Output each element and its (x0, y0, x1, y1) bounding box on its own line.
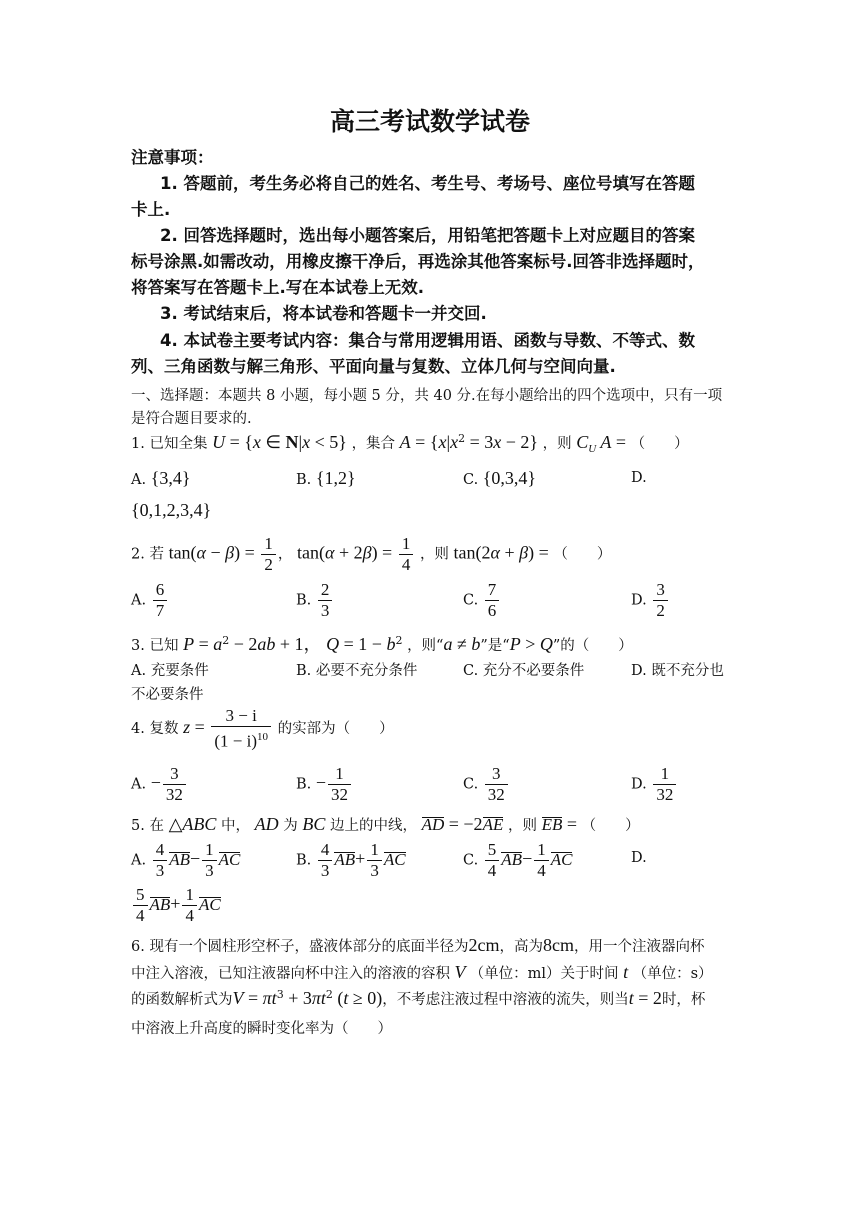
notice-item-4: 4. 本试卷主要考试内容：集合与常用逻辑用语、函数与导数、不等式、数 (160, 331, 695, 350)
q3-then: ，则“ (407, 638, 444, 654)
q5-option-b: B. $\frac{4}{3}$ AB+ $\frac{1}{3}$ AC (296, 840, 406, 880)
q5-prefix: 5. 在 (131, 818, 164, 834)
q5-option-c: C. $\frac{5}{4}$ AB− $\frac{1}{4}$ AC (463, 840, 573, 880)
q6-text-3c: 时，杯 (661, 992, 706, 1008)
q2-paren: （ ） (553, 546, 612, 563)
notice-item-2-cont2: 将答案写在答题卡上.写在本试卷上无效. (131, 278, 425, 297)
q5-option-d-value: $\frac{5}{4}$ AB+ $\frac{1}{4}$ AC (131, 885, 221, 926)
q4-option-a: A. − $\frac{3}{32}$ (131, 764, 188, 805)
q5-mid4: ，则 (507, 818, 537, 834)
q3-is: ”是“ (480, 638, 510, 654)
q1-option-b: B. {1,2} (296, 468, 356, 488)
q1-complement: C (576, 432, 589, 452)
q3-option-a: A. 充要条件 (131, 663, 209, 679)
q1-mid: ，集合 (351, 436, 396, 452)
q6-text-3b: ，不考虑注液过程中溶液的流失，则当 (382, 992, 629, 1008)
q2-prefix: 2. 若 (131, 546, 164, 563)
q2-sep: ， (277, 546, 293, 563)
q3-prefix: 3. 已知 (131, 638, 179, 654)
q1-paren: （ ） (630, 436, 689, 452)
q5-option-a: A. $\frac{4}{3}$ AB− $\frac{1}{3}$ AC (131, 840, 241, 880)
q1-option-c: C. {0,3,4} (463, 468, 537, 488)
notice-item-3: 3. 考试结束后，将本试卷和答题卡一并交回. (160, 304, 487, 323)
q4-option-b: B. − $\frac{1}{32}$ (296, 764, 353, 805)
q6-text-3: 的函数解析式为 (131, 992, 233, 1008)
q4-option-d: D. $\frac{1}{32}$ (631, 764, 678, 805)
question-6-line4: 中溶液上升高度的瞬时变化率为（ ） (131, 1021, 392, 1037)
q5-mid3: 边上的中线， (329, 818, 417, 834)
section-header-cont: 是符合题目要求的. (131, 411, 252, 427)
q6-text-2b: （单位：ml）关于时间 (469, 966, 619, 982)
q6-text-2c: （单位：s） (632, 966, 713, 982)
q4-suffix: 的实部为（ ） (277, 720, 394, 737)
q6-radius: 2cm (468, 935, 500, 955)
notice-item-4-cont: 列、三角函数与解三角形、平面向量与复数、立体几何与空间向量. (131, 357, 616, 376)
section-header: 一、选择题：本题共 8 小题，每小题 5 分，共 40 分.在每小题给出的四个选项中，只有一项 (131, 388, 723, 404)
q3-option-c: C. 充分不必要条件 (463, 663, 585, 679)
question-2: 2. 若 tan(α − β) = $\frac{1}{2}$ ， tan(α + 2β) = $\frac{1}{4}$ ，则 tan(2α + β) = （ ） (131, 534, 612, 574)
question-1: 1. 已知全集 U = {x ∈ N|x < 5} ，集合 $A = \{x|x^2 = 3x - 2\}$ ，则 $C_U$ A = （ ） (131, 432, 689, 455)
q6-text-1c: ，用一个注液器向杯 (573, 939, 705, 955)
q6-text-1b: ，高为 (499, 939, 543, 955)
notice-item-2: 2. 回答选择题时，选出每小题答案后，用铅笔把答题卡上对应题目的答案 (160, 226, 695, 245)
q4-prefix: 4. 复数 (131, 720, 179, 737)
q3-end: ”的（ ） (552, 638, 633, 654)
question-6-line2: 中注入溶液，已知注液器向杯中注入的溶液的容积 V （单位：ml）关于时间 t （单位：s） (131, 962, 713, 982)
q3-option-d: D. 既不充分也 (631, 663, 724, 679)
q6-text-1: 6. 现有一个圆柱形空杯子，盛液体部分的底面半径为 (131, 939, 469, 955)
q5-mid2: 为 (283, 818, 298, 834)
q1-prefix: 1. 已知全集 (131, 436, 208, 452)
q5-mid1: 中， (221, 818, 251, 834)
q3-option-d-cont: 不必要条件 (131, 687, 204, 703)
q4-option-c: C. $\frac{3}{32}$ (463, 764, 510, 805)
question-4: 4. 复数 z = $\frac{3 - i}{(1 - i)^{10}}$ 的实部为（ ） (131, 706, 394, 751)
q5-option-d: D. (631, 850, 647, 866)
question-6-line3: 的函数解析式为$V = \pi t^3 + 3\pi t^2$ (t ≥ 0)，不考虑注液过程中溶液的流失，则当t = 2时，杯 (131, 988, 706, 1008)
question-5: 5. 在 △ABC 中， AD 为 BC 边上的中线， AD = −2AE ，则 EB = （ ） (131, 814, 640, 834)
notice-heading: 注意事项： (131, 148, 214, 167)
notice-item-1: 1. 答题前，考生务必将自己的姓名、考生号、考场号、座位号填写在答题 (160, 174, 695, 193)
q1-option-d-value: {0,1,2,3,4} (131, 500, 212, 520)
q2-then: ，则 (419, 546, 449, 563)
notice-item-1-cont: 卡上. (131, 200, 171, 219)
q2-option-d: D. $\frac{3}{2}$ (631, 580, 670, 621)
question-3: 3. 已知 $P = a^2 - 2ab + 1$， $Q = 1 - b^2$ ，则“a ≠ b”是“P > Q”的（ ） (131, 634, 633, 654)
question-6-line1 (131, 935, 704, 956)
notice-item-2-cont: 标号涂黑.如需改动，用橡皮擦干净后，再选涂其他答案标号.回答非选择题时， (131, 252, 705, 271)
q1-option-d: D. (631, 470, 647, 486)
q2-option-b: B. $\frac{2}{3}$ (296, 580, 334, 621)
q5-paren: （ ） (581, 818, 640, 834)
q6-height: 8cm (542, 935, 574, 955)
q2-option-a: A. $\frac{6}{7}$ (131, 580, 169, 621)
q1-suffix: ，则 (542, 436, 572, 452)
page-title: 高三考试数学试卷 (329, 107, 530, 136)
q6-text-2: 中注入溶液，已知注液器向杯中注入的溶液的容积 (131, 966, 450, 982)
q1-option-a: A. {3,4} (131, 468, 191, 488)
q3-option-b: B. 必要不充分条件 (296, 663, 418, 679)
q2-option-c: C. $\frac{7}{6}$ (463, 580, 501, 621)
